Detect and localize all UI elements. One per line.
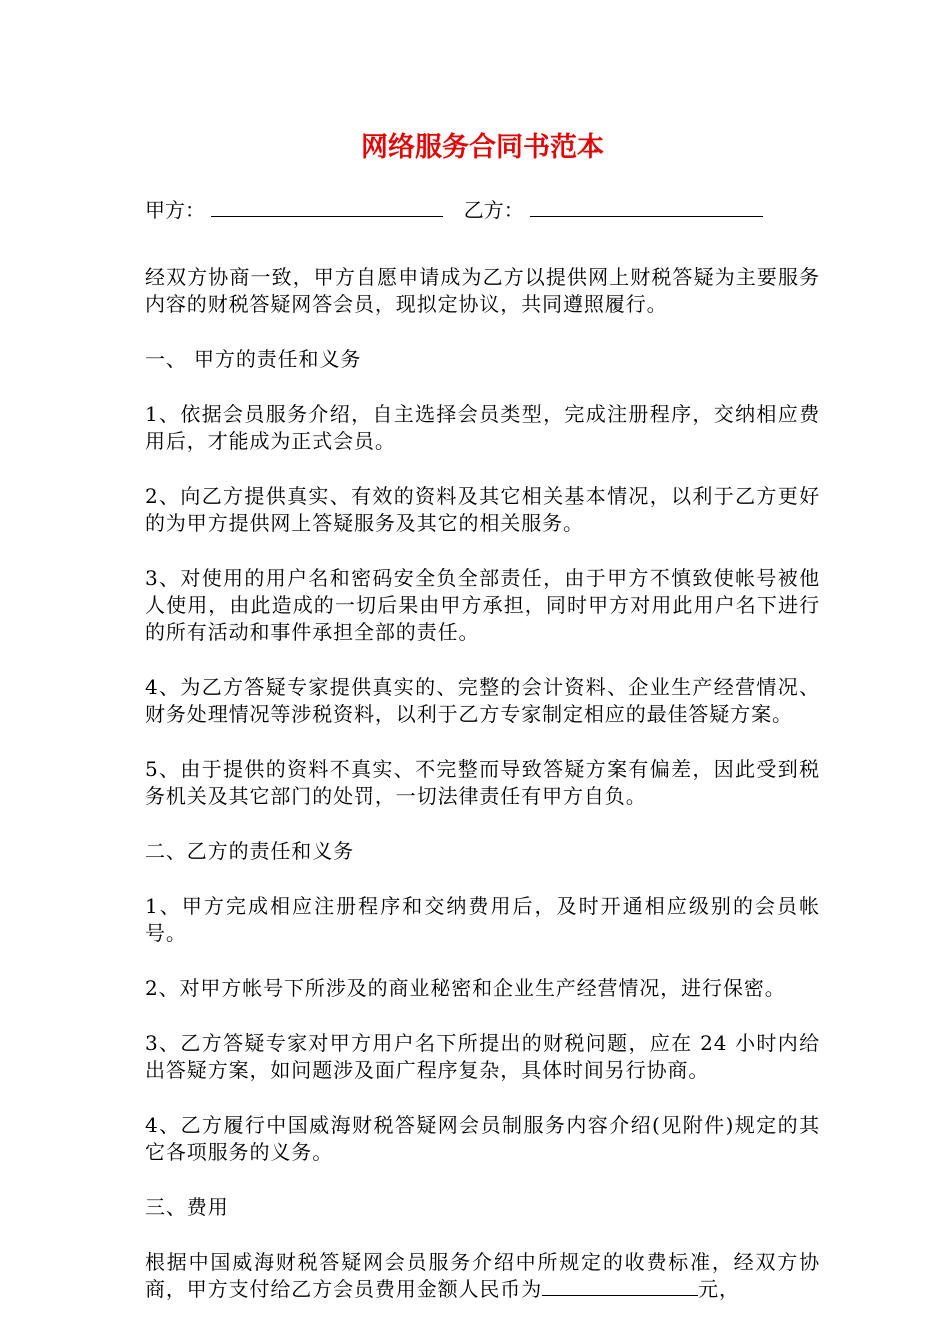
section-2-item: 2、对甲方帐号下所涉及的商业秘密和企业生产经营情况，进行保密。 bbox=[145, 976, 786, 1000]
document-title: 网络服务合同书范本 bbox=[361, 132, 604, 163]
party-a-label: 甲方： bbox=[145, 198, 205, 222]
section-1-heading: 一、 甲方的责任和义务 bbox=[145, 347, 362, 371]
section-2-heading: 二、乙方的责任和义务 bbox=[145, 839, 354, 863]
section-2-item: 4、乙方履行中国威海财税答疑网会员制服务内容介绍(见附件)规定的其它各项服务的义务。 bbox=[145, 1113, 820, 1164]
section-2-item: 3、乙方答疑专家对甲方用户名下所提出的财税问题，应在 24 小时内给出答疑方案，如问题涉及面广程序复杂，具体时间另行协商。 bbox=[145, 1031, 820, 1082]
fee-text: 根据中国威海财税答疑网会员服务介绍中所规定的收费标准，经双方协商，甲方支付给乙方会员费用金额人民币为 bbox=[145, 1250, 820, 1301]
fee-unit: 元， bbox=[698, 1277, 740, 1301]
fee-amount-blank bbox=[542, 1277, 698, 1296]
section-1-item: 5、由于提供的资料不真实、不完整而导致答疑方案有偏差，因此受到税务机关及其它部门的处罚，一切法律责任有甲方自负。 bbox=[145, 757, 820, 808]
fee-paragraph bbox=[145, 1249, 820, 1303]
party-a-blank bbox=[211, 198, 443, 217]
section-1-item: 2、向乙方提供真实、有效的资料及其它相关基本情况，以利于乙方更好的为甲方提供网上答疑服务及其它的相关服务。 bbox=[145, 484, 820, 535]
intro-paragraph: 经双方协商一致，甲方自愿申请成为乙方以提供网上财税答疑为主要服务内容的财税答疑网答会员，现拟定协议，共同遵照履行。 bbox=[145, 265, 820, 316]
section-1-item: 1、依据会员服务介绍，自主选择会员类型，完成注册程序，交纳相应费用后，才能成为正式会员。 bbox=[145, 402, 820, 453]
section-3-heading: 三、费用 bbox=[145, 1195, 229, 1219]
party-b-label: 乙方： bbox=[463, 198, 524, 222]
parties-line bbox=[145, 196, 820, 224]
section-2-item: 1、甲方完成相应注册程序和交纳费用后，及时开通相应级别的会员帐号。 bbox=[145, 894, 820, 945]
contract-document bbox=[145, 128, 820, 1331]
section-1-item: 3、对使用的用户名和密码安全负全部责任，由于甲方不慎致使帐号被他人使用，由此造成的一切后果由甲方承担，同时甲方对用此用户名下进行的所有活动和事件承担全部的责任。 bbox=[145, 566, 820, 644]
section-1-item: 4、为乙方答疑专家提供真实的、完整的会计资料、企业生产经营情况、财务处理情况等涉税资料，以利于乙方专家制定相应的最佳答疑方案。 bbox=[145, 675, 820, 726]
party-b-blank bbox=[530, 198, 763, 217]
